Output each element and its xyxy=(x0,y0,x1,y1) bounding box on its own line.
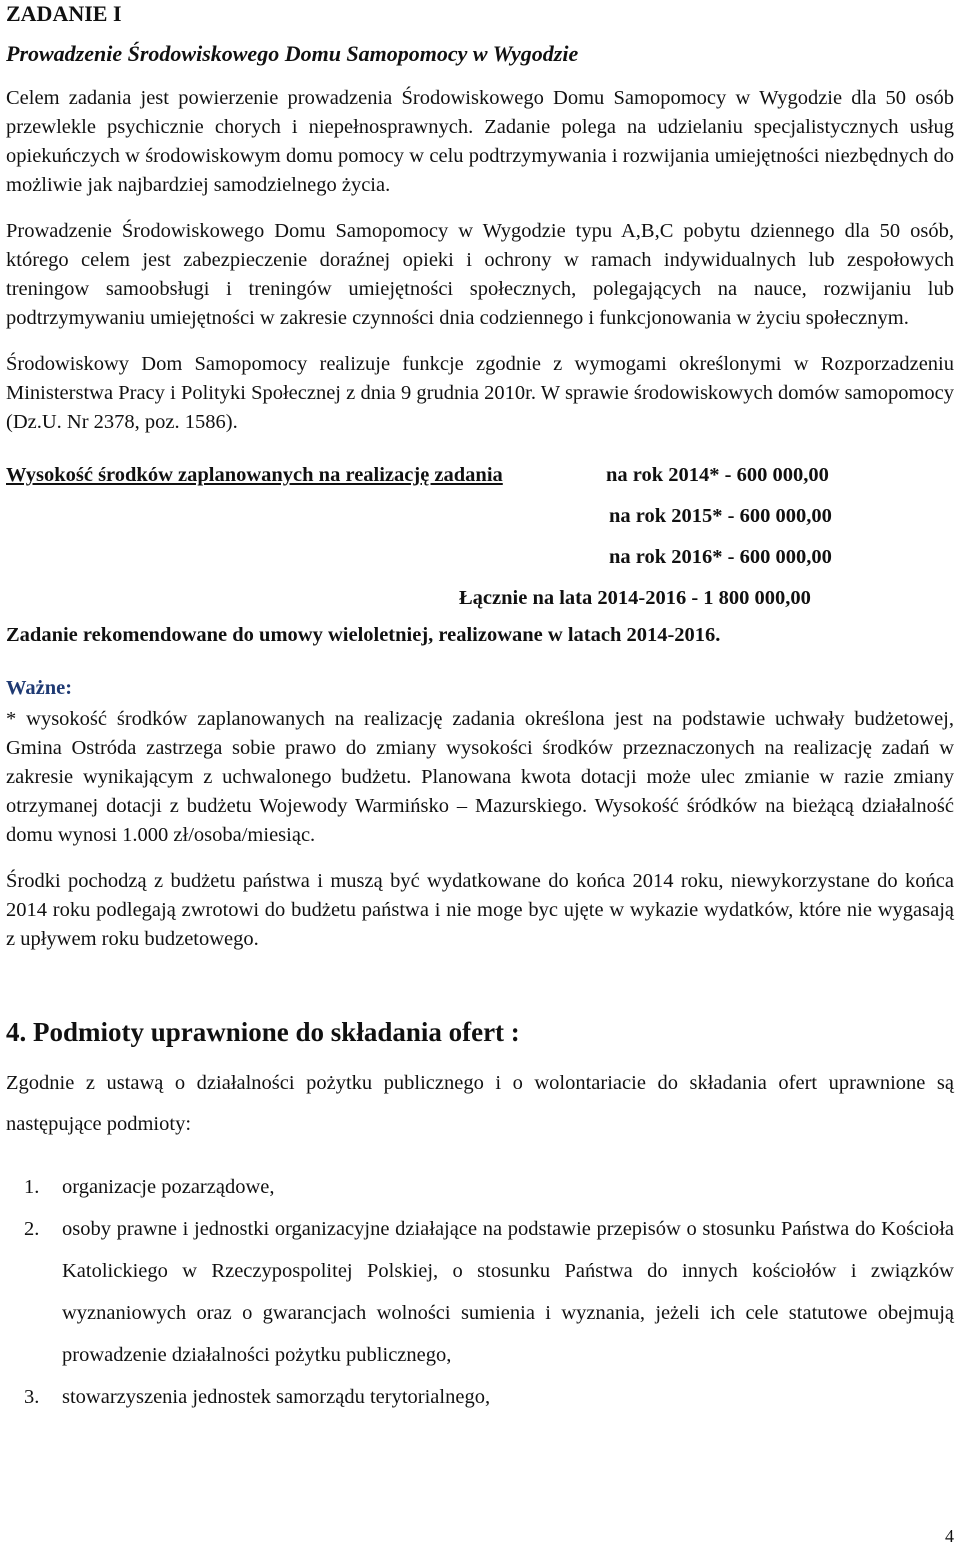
list-item-text: osoby prawne i jednostki organizacyjne działające na podstawie przepisów o stosunku Państwa do Kościoła Katolickiego w Rzeczypospolitej Polskiej, o stosunku Państwa do innych kościołów i związków wyznaniowych oraz o gwarancjach wolności sumienia i wyznania, jeżeli ich cele statutowe obejmują prowadzenie działalności pożytku publicznego, xyxy=(62,1217,954,1366)
funding-row xyxy=(6,537,954,578)
funding-year-2015: na rok 2015* - 600 000,00 xyxy=(609,505,832,527)
funds-source-paragraph: Środki pochodzą z budżetu państwa i muszą być wydatkowane do końca 2014 roku, niewykorzystane do końca 2014 roku podlegają zwrotowi do budżetu państwa i nie moge byc ujęte w wykazie wydatków, które nie wygasają z upływem roku budzetowego. xyxy=(6,870,954,950)
funding-row xyxy=(6,496,954,537)
document-page xyxy=(6,0,954,1418)
funding-row xyxy=(6,455,954,496)
budget-note-paragraph: * wysokość środków zaplanowanych na realizację zadania określona jest na podstawie uchwały budżetowej, Gmina Ostróda zastrzega sobie prawo do zmiany wysokości środków przeznaczonych na realizację zadań w zakresie wynikającym z uchwalonego budżetu. Planowana kwota dotacji może ulec zmianie w razie zmiany otrzymanej dotacji z budżetu Wojewody Warmińsko – Mazurskiego. Wysokość śródków na bieżącą działalność domu wynosi 1.000 zł/osoba/miesiąc. xyxy=(6,708,954,846)
goal-paragraph: Celem zadania jest powierzenie prowadzenia Środowiskowego Domu Samopomocy w Wygodzie dla 50 osób przewlekle psychicznie chorych i niepełnosprawnych. Zadanie polega na udzielaniu specjalistycznych usług opiekuńczych w środowiskowym domu pomocy w celu podtrzymywania i rozwijania umiejętności niezbędnych do możliwie jak najbardziej samodzielnego życia. xyxy=(6,87,954,196)
list-item-number: 2. xyxy=(24,1217,40,1240)
eligible-entities-list xyxy=(6,1166,954,1418)
list-item xyxy=(6,1166,954,1208)
list-item-number: 1. xyxy=(24,1175,40,1198)
funding-total: Łącznie na lata 2014-2016 - 1 800 000,00 xyxy=(459,587,811,609)
funding-year-2014: na rok 2014* - 600 000,00 xyxy=(606,464,829,486)
list-item-text: organizacje pozarządowe, xyxy=(62,1175,275,1198)
list-item xyxy=(6,1208,954,1376)
multi-year-recommendation: Zadanie rekomendowane do umowy wieloletniej, realizowane w latach 2014-2016. xyxy=(6,624,721,646)
important-label: Ważne: xyxy=(6,677,73,699)
legal-basis-paragraph: Środowiskowy Dom Samopomocy realizuje funkcje zgodnie z wymogami określonymi w Rozporzadzeniu Ministerstwa Pracy i Polityki Społecznej z dnia 9 grudnia 2010r. W sprawie środowiskowych domów samopomocy (Dz.U. Nr 2378, poz. 1586). xyxy=(6,353,954,433)
funding-block xyxy=(6,455,954,619)
list-item-number: 3. xyxy=(24,1385,40,1408)
funding-row xyxy=(6,578,954,619)
task-subheading: Prowadzenie Środowiskowego Domu Samopomocy w Wygodzie xyxy=(6,41,579,66)
description-paragraph: Prowadzenie Środowiskowego Domu Samopomocy w Wygodzie typu A,B,C pobytu dziennego dla 50 osób, którego celem jest zabezpieczenie doraźnej opieki i ochrony w ramach indywidualnych lub zespołowych treningow samoobsługi i treningów umiejętności społecznych, polegających na nauce, rozwijaniu lub podtrzymywaniu umiejętności w zakresie czynności dnia codziennego i funkcjonowania w życiu społecznym. xyxy=(6,220,954,329)
list-item xyxy=(6,1376,954,1418)
page-number: 4 xyxy=(945,1526,954,1546)
task-heading: ZADANIE I xyxy=(6,1,122,26)
funding-year-2016: na rok 2016* - 600 000,00 xyxy=(609,546,832,568)
funding-label: Wysokość środków zaplanowanych na realizację zadania xyxy=(6,464,503,486)
list-item-text: stowarzyszenia jednostek samorządu terytorialnego, xyxy=(62,1385,491,1408)
section-4-intro: Zgodnie z ustawą o działalności pożytku publicznego i o wolontariacie do składania ofert uprawnione są następujące podmioty: xyxy=(6,1072,954,1135)
section-4-title: 4. Podmioty uprawnione do składania ofert : xyxy=(6,1017,520,1047)
